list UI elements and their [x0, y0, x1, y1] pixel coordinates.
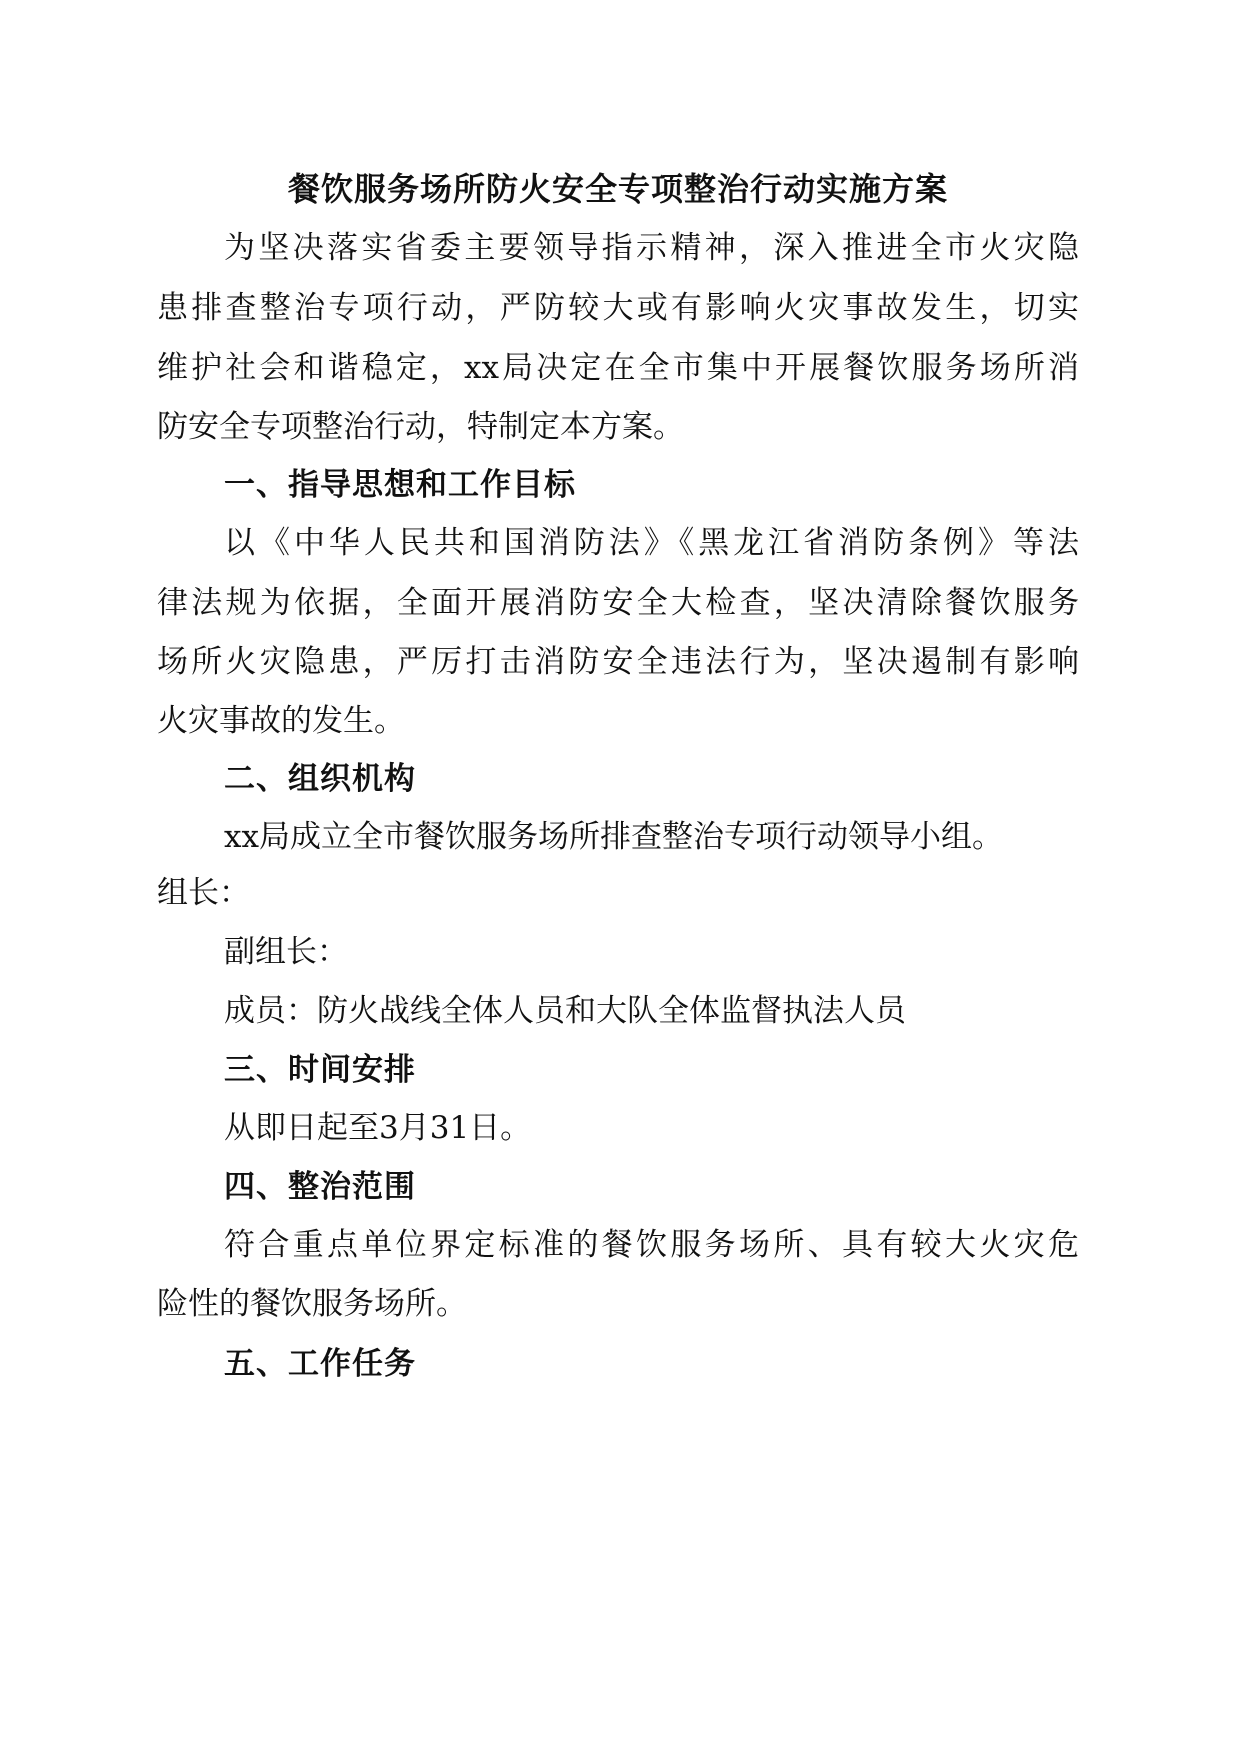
section-heading-tasks: 五、工作任务 [224, 1346, 416, 1382]
intro-line-1: 为坚决落实省委主要领导指示精神，深入推进全市火灾隐 [224, 230, 1079, 266]
section2-line-1: xx局成立全市餐饮服务场所排查整治专项行动领导小组。 [224, 819, 1003, 855]
section2-leader: 组长： [157, 875, 250, 911]
section-heading-organization: 二、组织机构 [224, 761, 416, 797]
section-heading-guiding: 一、指导思想和工作目标 [224, 467, 576, 503]
section-heading-scope: 四、整治范围 [224, 1169, 416, 1205]
section-heading-schedule: 三、时间安排 [224, 1052, 416, 1088]
section1-line-1: 以《中华人民共和国消防法》《黑龙江省消防条例》等法 [224, 525, 1079, 561]
intro-line-3: 维护社会和谐稳定，xx局决定在全市集中开展餐饮服务场所消 [157, 350, 1079, 386]
section4-line-2: 险性的餐饮服务场所。 [157, 1286, 467, 1322]
section4-line-1: 符合重点单位界定标准的餐饮服务场所、具有较大火灾危 [224, 1227, 1079, 1263]
intro-line-4: 防安全专项整治行动，特制定本方案。 [157, 409, 684, 445]
section3-line-1: 从即日起至3月31日。 [224, 1110, 532, 1146]
intro-line-2: 患排查整治专项行动，严防较大或有影响火灾事故发生，切实 [157, 290, 1079, 326]
section1-line-4: 火灾事故的发生。 [157, 703, 405, 739]
section2-members: 成员：防火战线全体人员和大队全体监督执法人员 [224, 993, 906, 1029]
document-title: 餐饮服务场所防火安全专项整治行动实施方案 [287, 170, 948, 208]
section2-deputy-leader: 副组长： [224, 934, 348, 970]
section1-line-3: 场所火灾隐患，严厉打击消防安全违法行为，坚决遏制有影响 [157, 644, 1079, 680]
section1-line-2: 律法规为依据，全面开展消防安全大检查，坚决清除餐饮服务 [157, 585, 1079, 621]
